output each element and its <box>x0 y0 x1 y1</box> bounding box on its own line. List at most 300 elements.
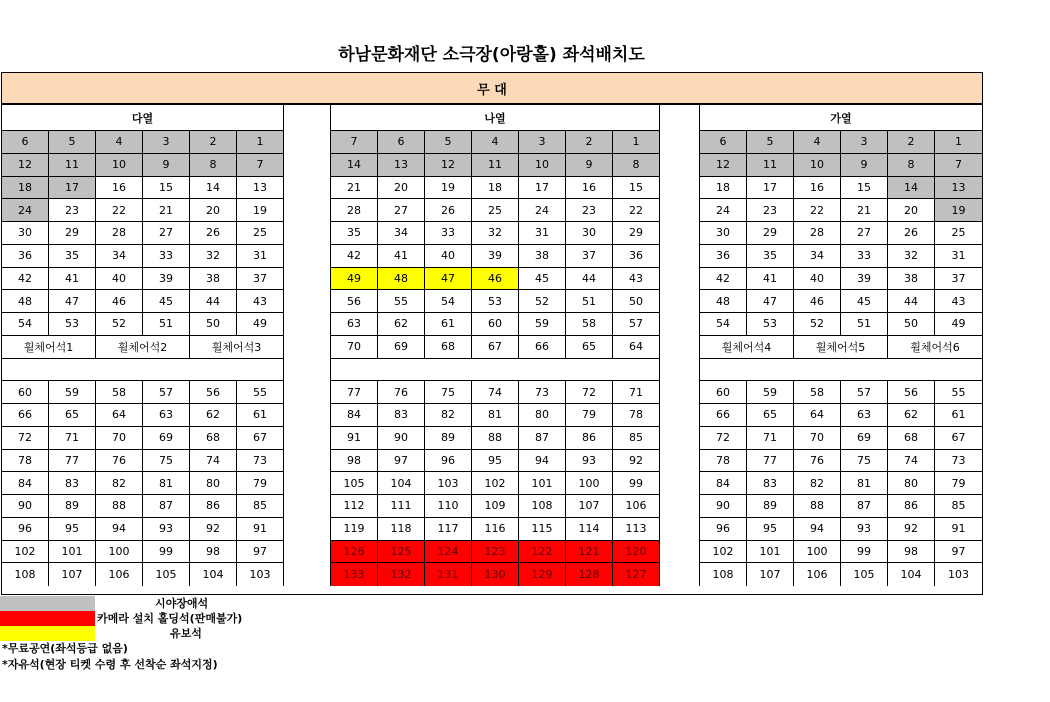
seat-da[interactable]: 82 <box>96 472 143 495</box>
seat-da[interactable]: 25 <box>237 222 284 245</box>
seat-ga[interactable]: 21 <box>841 199 888 222</box>
seat-ga[interactable]: 57 <box>841 381 888 404</box>
seat-na[interactable]: 43 <box>613 268 660 291</box>
seat-na[interactable]: 51 <box>566 290 613 313</box>
seat-na[interactable]: 131 <box>425 563 472 586</box>
seat-ga[interactable]: 80 <box>888 472 935 495</box>
seat-ga[interactable]: 97 <box>935 541 982 564</box>
seat-da[interactable]: 28 <box>96 222 143 245</box>
seat-da[interactable]: 96 <box>2 518 49 541</box>
seat-ga[interactable]: 66 <box>700 404 747 427</box>
seat-ga[interactable]: 60 <box>700 381 747 404</box>
seat-na[interactable]: 107 <box>566 495 613 518</box>
seat-da[interactable]: 87 <box>143 495 190 518</box>
seat-da[interactable]: 51 <box>143 313 190 336</box>
seat-da[interactable]: 34 <box>96 245 143 268</box>
seat-da[interactable]: 3 <box>143 131 190 154</box>
seat-da[interactable]: 58 <box>96 381 143 404</box>
seat-ga[interactable]: 72 <box>700 427 747 450</box>
seat-ga[interactable]: 59 <box>747 381 794 404</box>
seat-ga[interactable]: 48 <box>700 290 747 313</box>
seat-ga[interactable]: 30 <box>700 222 747 245</box>
seat-ga[interactable]: 31 <box>935 245 982 268</box>
seat-da[interactable]: 73 <box>237 450 284 473</box>
seat-da[interactable]: 102 <box>2 541 49 564</box>
seat-na[interactable]: 34 <box>378 222 425 245</box>
seat-da[interactable]: 44 <box>190 290 237 313</box>
seat-na[interactable]: 15 <box>613 177 660 200</box>
seat-da[interactable]: 63 <box>143 404 190 427</box>
seat-na[interactable]: 110 <box>425 495 472 518</box>
seat-na[interactable]: 18 <box>472 177 519 200</box>
seat-na[interactable]: 60 <box>472 313 519 336</box>
seat-ga[interactable]: 61 <box>935 404 982 427</box>
seat-na[interactable]: 49 <box>331 268 378 291</box>
seat-da[interactable]: 35 <box>49 245 96 268</box>
seat-da[interactable]: 95 <box>49 518 96 541</box>
seat-ga[interactable]: 55 <box>935 381 982 404</box>
seat-da[interactable]: 30 <box>2 222 49 245</box>
seat-da[interactable]: 20 <box>190 199 237 222</box>
seat-ga[interactable]: 85 <box>935 495 982 518</box>
seat-na[interactable]: 91 <box>331 427 378 450</box>
seat-ga[interactable]: 102 <box>700 541 747 564</box>
seat-ga[interactable]: 81 <box>841 472 888 495</box>
seat-na[interactable]: 9 <box>566 154 613 177</box>
seat-na[interactable]: 75 <box>425 381 472 404</box>
seat-na[interactable]: 19 <box>425 177 472 200</box>
seat-na[interactable]: 68 <box>425 336 472 359</box>
seat-da[interactable]: 61 <box>237 404 284 427</box>
seat-na[interactable]: 23 <box>566 199 613 222</box>
seat-ga[interactable]: 92 <box>888 518 935 541</box>
seat-da[interactable]: 12 <box>2 154 49 177</box>
seat-da[interactable]: 62 <box>190 404 237 427</box>
seat-na[interactable]: 97 <box>378 450 425 473</box>
seat-da[interactable]: 85 <box>237 495 284 518</box>
seat-ga[interactable]: 44 <box>888 290 935 313</box>
seat-da[interactable]: 48 <box>2 290 49 313</box>
seat-ga[interactable]: 106 <box>794 563 841 586</box>
seat-ga[interactable]: 104 <box>888 563 935 586</box>
seat-ga[interactable]: 13 <box>935 177 982 200</box>
seat-na[interactable]: 40 <box>425 245 472 268</box>
seat-da[interactable]: 103 <box>237 563 284 586</box>
seat-na[interactable]: 109 <box>472 495 519 518</box>
seat-da[interactable]: 106 <box>96 563 143 586</box>
seat-na[interactable]: 25 <box>472 199 519 222</box>
seat-na[interactable]: 26 <box>425 199 472 222</box>
seat-da[interactable]: 45 <box>143 290 190 313</box>
seat-na[interactable]: 130 <box>472 563 519 586</box>
seat-na[interactable]: 57 <box>613 313 660 336</box>
seat-da[interactable]: 13 <box>237 177 284 200</box>
seat-ga[interactable]: 78 <box>700 450 747 473</box>
seat-na[interactable]: 46 <box>472 268 519 291</box>
seat-ga[interactable]: 43 <box>935 290 982 313</box>
seat-da[interactable]: 65 <box>49 404 96 427</box>
seat-ga[interactable]: 36 <box>700 245 747 268</box>
seat-da[interactable]: 92 <box>190 518 237 541</box>
seat-na[interactable]: 122 <box>519 541 566 564</box>
seat-da[interactable]: 19 <box>237 199 284 222</box>
seat-ga[interactable]: 105 <box>841 563 888 586</box>
seat-na[interactable]: 89 <box>425 427 472 450</box>
seat-da[interactable]: 53 <box>49 313 96 336</box>
seat-na[interactable]: 61 <box>425 313 472 336</box>
seat-na[interactable]: 20 <box>378 177 425 200</box>
seat-ga[interactable]: 87 <box>841 495 888 518</box>
seat-da[interactable]: 26 <box>190 222 237 245</box>
seat-da[interactable]: 101 <box>49 541 96 564</box>
seat-na[interactable]: 111 <box>378 495 425 518</box>
seat-ga[interactable]: 108 <box>700 563 747 586</box>
seat-da[interactable]: 77 <box>49 450 96 473</box>
seat-da[interactable]: 36 <box>2 245 49 268</box>
seat-na[interactable]: 27 <box>378 199 425 222</box>
seat-ga[interactable]: 94 <box>794 518 841 541</box>
seat-na[interactable]: 6 <box>378 131 425 154</box>
seat-da[interactable]: 88 <box>96 495 143 518</box>
seat-ga[interactable]: 62 <box>888 404 935 427</box>
seat-ga[interactable]: 28 <box>794 222 841 245</box>
seat-na[interactable]: 1 <box>613 131 660 154</box>
seat-da[interactable]: 10 <box>96 154 143 177</box>
seat-ga[interactable]: 54 <box>700 313 747 336</box>
seat-ga[interactable]: 68 <box>888 427 935 450</box>
seat-na[interactable]: 62 <box>378 313 425 336</box>
seat-da[interactable]: 43 <box>237 290 284 313</box>
seat-da[interactable]: 74 <box>190 450 237 473</box>
seat-na[interactable]: 77 <box>331 381 378 404</box>
seat-ga[interactable]: 45 <box>841 290 888 313</box>
seat-da[interactable]: 60 <box>2 381 49 404</box>
seat-ga[interactable]: 24 <box>700 199 747 222</box>
seat-da[interactable]: 1 <box>237 131 284 154</box>
seat-ga[interactable]: 46 <box>794 290 841 313</box>
seat-ga[interactable]: 22 <box>794 199 841 222</box>
seat-na[interactable]: 93 <box>566 450 613 473</box>
seat-na[interactable]: 13 <box>378 154 425 177</box>
seat-ga[interactable]: 49 <box>935 313 982 336</box>
seat-na[interactable]: 56 <box>331 290 378 313</box>
seat-da[interactable]: 8 <box>190 154 237 177</box>
seat-da[interactable]: 50 <box>190 313 237 336</box>
seat-na[interactable]: 58 <box>566 313 613 336</box>
seat-na[interactable]: 121 <box>566 541 613 564</box>
seat-na[interactable]: 22 <box>613 199 660 222</box>
seat-na[interactable]: 47 <box>425 268 472 291</box>
seat-da[interactable]: 27 <box>143 222 190 245</box>
seat-ga[interactable]: 16 <box>794 177 841 200</box>
seat-ga[interactable]: 37 <box>935 268 982 291</box>
seat-na[interactable]: 84 <box>331 404 378 427</box>
seat-na[interactable]: 120 <box>613 541 660 564</box>
seat-na[interactable]: 95 <box>472 450 519 473</box>
seat-da[interactable]: 37 <box>237 268 284 291</box>
seat-na[interactable]: 17 <box>519 177 566 200</box>
seat-da[interactable]: 56 <box>190 381 237 404</box>
seat-na[interactable]: 81 <box>472 404 519 427</box>
seat-ga[interactable]: 50 <box>888 313 935 336</box>
seat-na[interactable]: 37 <box>566 245 613 268</box>
seat-da[interactable]: 31 <box>237 245 284 268</box>
seat-ga[interactable]: 70 <box>794 427 841 450</box>
seat-na[interactable]: 98 <box>331 450 378 473</box>
seat-ga[interactable]: 67 <box>935 427 982 450</box>
seat-ga[interactable]: 56 <box>888 381 935 404</box>
seat-da[interactable]: 99 <box>143 541 190 564</box>
seat-da[interactable]: 105 <box>143 563 190 586</box>
seat-da[interactable]: 66 <box>2 404 49 427</box>
seat-na[interactable]: 67 <box>472 336 519 359</box>
seat-na[interactable]: 29 <box>613 222 660 245</box>
seat-da[interactable]: 5 <box>49 131 96 154</box>
seat-na[interactable]: 124 <box>425 541 472 564</box>
seat-ga[interactable]: 25 <box>935 222 982 245</box>
wheelchair-seat[interactable]: 휠체어석1 <box>2 336 96 359</box>
seat-ga[interactable]: 73 <box>935 450 982 473</box>
seat-da[interactable]: 54 <box>2 313 49 336</box>
seat-ga[interactable]: 20 <box>888 199 935 222</box>
seat-na[interactable]: 36 <box>613 245 660 268</box>
seat-na[interactable]: 71 <box>613 381 660 404</box>
seat-na[interactable]: 129 <box>519 563 566 586</box>
seat-na[interactable]: 50 <box>613 290 660 313</box>
seat-da[interactable]: 84 <box>2 472 49 495</box>
seat-ga[interactable]: 77 <box>747 450 794 473</box>
seat-na[interactable]: 78 <box>613 404 660 427</box>
seat-ga[interactable]: 5 <box>747 131 794 154</box>
seat-da[interactable]: 9 <box>143 154 190 177</box>
seat-da[interactable]: 89 <box>49 495 96 518</box>
seat-na[interactable]: 2 <box>566 131 613 154</box>
seat-na[interactable]: 112 <box>331 495 378 518</box>
seat-ga[interactable]: 23 <box>747 199 794 222</box>
seat-na[interactable]: 104 <box>378 472 425 495</box>
seat-ga[interactable]: 34 <box>794 245 841 268</box>
seat-da[interactable]: 71 <box>49 427 96 450</box>
seat-ga[interactable]: 101 <box>747 541 794 564</box>
seat-ga[interactable]: 58 <box>794 381 841 404</box>
seat-na[interactable]: 54 <box>425 290 472 313</box>
seat-ga[interactable]: 53 <box>747 313 794 336</box>
seat-da[interactable]: 41 <box>49 268 96 291</box>
seat-ga[interactable]: 27 <box>841 222 888 245</box>
seat-na[interactable]: 65 <box>566 336 613 359</box>
seat-ga[interactable]: 82 <box>794 472 841 495</box>
seat-da[interactable]: 6 <box>2 131 49 154</box>
seat-na[interactable]: 133 <box>331 563 378 586</box>
seat-da[interactable]: 55 <box>237 381 284 404</box>
seat-ga[interactable]: 39 <box>841 268 888 291</box>
seat-na[interactable]: 48 <box>378 268 425 291</box>
seat-da[interactable]: 29 <box>49 222 96 245</box>
seat-na[interactable]: 39 <box>472 245 519 268</box>
seat-na[interactable]: 99 <box>613 472 660 495</box>
seat-da[interactable]: 81 <box>143 472 190 495</box>
seat-na[interactable]: 101 <box>519 472 566 495</box>
seat-ga[interactable]: 3 <box>841 131 888 154</box>
seat-da[interactable]: 98 <box>190 541 237 564</box>
seat-na[interactable]: 72 <box>566 381 613 404</box>
seat-da[interactable]: 23 <box>49 199 96 222</box>
seat-na[interactable]: 21 <box>331 177 378 200</box>
seat-da[interactable]: 39 <box>143 268 190 291</box>
seat-na[interactable]: 127 <box>613 563 660 586</box>
seat-na[interactable]: 117 <box>425 518 472 541</box>
seat-ga[interactable]: 11 <box>747 154 794 177</box>
seat-na[interactable]: 33 <box>425 222 472 245</box>
seat-da[interactable]: 42 <box>2 268 49 291</box>
seat-da[interactable]: 59 <box>49 381 96 404</box>
seat-na[interactable]: 55 <box>378 290 425 313</box>
seat-ga[interactable]: 9 <box>841 154 888 177</box>
seat-ga[interactable]: 40 <box>794 268 841 291</box>
seat-da[interactable]: 16 <box>96 177 143 200</box>
seat-da[interactable]: 15 <box>143 177 190 200</box>
seat-na[interactable]: 88 <box>472 427 519 450</box>
seat-ga[interactable]: 64 <box>794 404 841 427</box>
seat-na[interactable]: 87 <box>519 427 566 450</box>
seat-da[interactable]: 80 <box>190 472 237 495</box>
seat-da[interactable]: 70 <box>96 427 143 450</box>
seat-ga[interactable]: 2 <box>888 131 935 154</box>
seat-da[interactable]: 22 <box>96 199 143 222</box>
seat-na[interactable]: 79 <box>566 404 613 427</box>
seat-na[interactable]: 7 <box>331 131 378 154</box>
seat-da[interactable]: 52 <box>96 313 143 336</box>
seat-da[interactable]: 32 <box>190 245 237 268</box>
seat-ga[interactable]: 51 <box>841 313 888 336</box>
seat-ga[interactable]: 86 <box>888 495 935 518</box>
seat-da[interactable]: 90 <box>2 495 49 518</box>
seat-na[interactable]: 69 <box>378 336 425 359</box>
seat-ga[interactable]: 52 <box>794 313 841 336</box>
seat-da[interactable]: 75 <box>143 450 190 473</box>
seat-ga[interactable]: 63 <box>841 404 888 427</box>
seat-na[interactable]: 28 <box>331 199 378 222</box>
seat-da[interactable]: 67 <box>237 427 284 450</box>
seat-na[interactable]: 5 <box>425 131 472 154</box>
seat-na[interactable]: 53 <box>472 290 519 313</box>
wheelchair-seat[interactable]: 휠체어석5 <box>794 336 888 359</box>
seat-na[interactable]: 64 <box>613 336 660 359</box>
seat-da[interactable]: 69 <box>143 427 190 450</box>
seat-ga[interactable]: 89 <box>747 495 794 518</box>
wheelchair-seat[interactable]: 휠체어석2 <box>96 336 190 359</box>
seat-na[interactable]: 8 <box>613 154 660 177</box>
seat-na[interactable]: 96 <box>425 450 472 473</box>
seat-ga[interactable]: 83 <box>747 472 794 495</box>
seat-da[interactable]: 93 <box>143 518 190 541</box>
seat-na[interactable]: 94 <box>519 450 566 473</box>
seat-na[interactable]: 35 <box>331 222 378 245</box>
seat-ga[interactable]: 42 <box>700 268 747 291</box>
seat-na[interactable]: 106 <box>613 495 660 518</box>
seat-na[interactable]: 116 <box>472 518 519 541</box>
seat-ga[interactable]: 32 <box>888 245 935 268</box>
seat-na[interactable]: 126 <box>331 541 378 564</box>
seat-na[interactable]: 66 <box>519 336 566 359</box>
seat-na[interactable]: 92 <box>613 450 660 473</box>
seat-da[interactable]: 107 <box>49 563 96 586</box>
seat-ga[interactable]: 14 <box>888 177 935 200</box>
seat-na[interactable]: 44 <box>566 268 613 291</box>
seat-da[interactable]: 11 <box>49 154 96 177</box>
seat-ga[interactable]: 17 <box>747 177 794 200</box>
seat-da[interactable]: 14 <box>190 177 237 200</box>
seat-ga[interactable]: 8 <box>888 154 935 177</box>
seat-na[interactable]: 38 <box>519 245 566 268</box>
seat-da[interactable]: 79 <box>237 472 284 495</box>
seat-na[interactable]: 125 <box>378 541 425 564</box>
seat-na[interactable]: 32 <box>472 222 519 245</box>
seat-ga[interactable]: 91 <box>935 518 982 541</box>
seat-ga[interactable]: 88 <box>794 495 841 518</box>
seat-na[interactable]: 31 <box>519 222 566 245</box>
seat-ga[interactable]: 69 <box>841 427 888 450</box>
seat-na[interactable]: 30 <box>566 222 613 245</box>
seat-da[interactable]: 68 <box>190 427 237 450</box>
seat-ga[interactable]: 38 <box>888 268 935 291</box>
seat-da[interactable]: 24 <box>2 199 49 222</box>
seat-na[interactable]: 12 <box>425 154 472 177</box>
seat-na[interactable]: 16 <box>566 177 613 200</box>
seat-da[interactable]: 17 <box>49 177 96 200</box>
seat-da[interactable]: 91 <box>237 518 284 541</box>
seat-ga[interactable]: 98 <box>888 541 935 564</box>
seat-na[interactable]: 4 <box>472 131 519 154</box>
seat-na[interactable]: 10 <box>519 154 566 177</box>
seat-na[interactable]: 82 <box>425 404 472 427</box>
seat-da[interactable]: 46 <box>96 290 143 313</box>
seat-ga[interactable]: 41 <box>747 268 794 291</box>
seat-da[interactable]: 72 <box>2 427 49 450</box>
seat-ga[interactable]: 79 <box>935 472 982 495</box>
seat-na[interactable]: 42 <box>331 245 378 268</box>
seat-ga[interactable]: 15 <box>841 177 888 200</box>
seat-ga[interactable]: 71 <box>747 427 794 450</box>
seat-na[interactable]: 52 <box>519 290 566 313</box>
seat-na[interactable]: 113 <box>613 518 660 541</box>
seat-na[interactable]: 114 <box>566 518 613 541</box>
seat-ga[interactable]: 93 <box>841 518 888 541</box>
seat-ga[interactable]: 74 <box>888 450 935 473</box>
seat-na[interactable]: 11 <box>472 154 519 177</box>
seat-na[interactable]: 123 <box>472 541 519 564</box>
wheelchair-seat[interactable]: 휠체어석3 <box>190 336 284 359</box>
seat-na[interactable]: 115 <box>519 518 566 541</box>
seat-ga[interactable]: 47 <box>747 290 794 313</box>
seat-na[interactable]: 3 <box>519 131 566 154</box>
seat-da[interactable]: 38 <box>190 268 237 291</box>
seat-na[interactable]: 76 <box>378 381 425 404</box>
seat-da[interactable]: 2 <box>190 131 237 154</box>
wheelchair-seat[interactable]: 휠체어석6 <box>888 336 982 359</box>
seat-na[interactable]: 14 <box>331 154 378 177</box>
seat-ga[interactable]: 33 <box>841 245 888 268</box>
seat-na[interactable]: 73 <box>519 381 566 404</box>
seat-na[interactable]: 118 <box>378 518 425 541</box>
seat-da[interactable]: 97 <box>237 541 284 564</box>
seat-da[interactable]: 4 <box>96 131 143 154</box>
seat-da[interactable]: 57 <box>143 381 190 404</box>
wheelchair-seat[interactable]: 휠체어석4 <box>700 336 794 359</box>
seat-na[interactable]: 105 <box>331 472 378 495</box>
seat-ga[interactable]: 103 <box>948 568 969 582</box>
seat-da[interactable]: 83 <box>49 472 96 495</box>
